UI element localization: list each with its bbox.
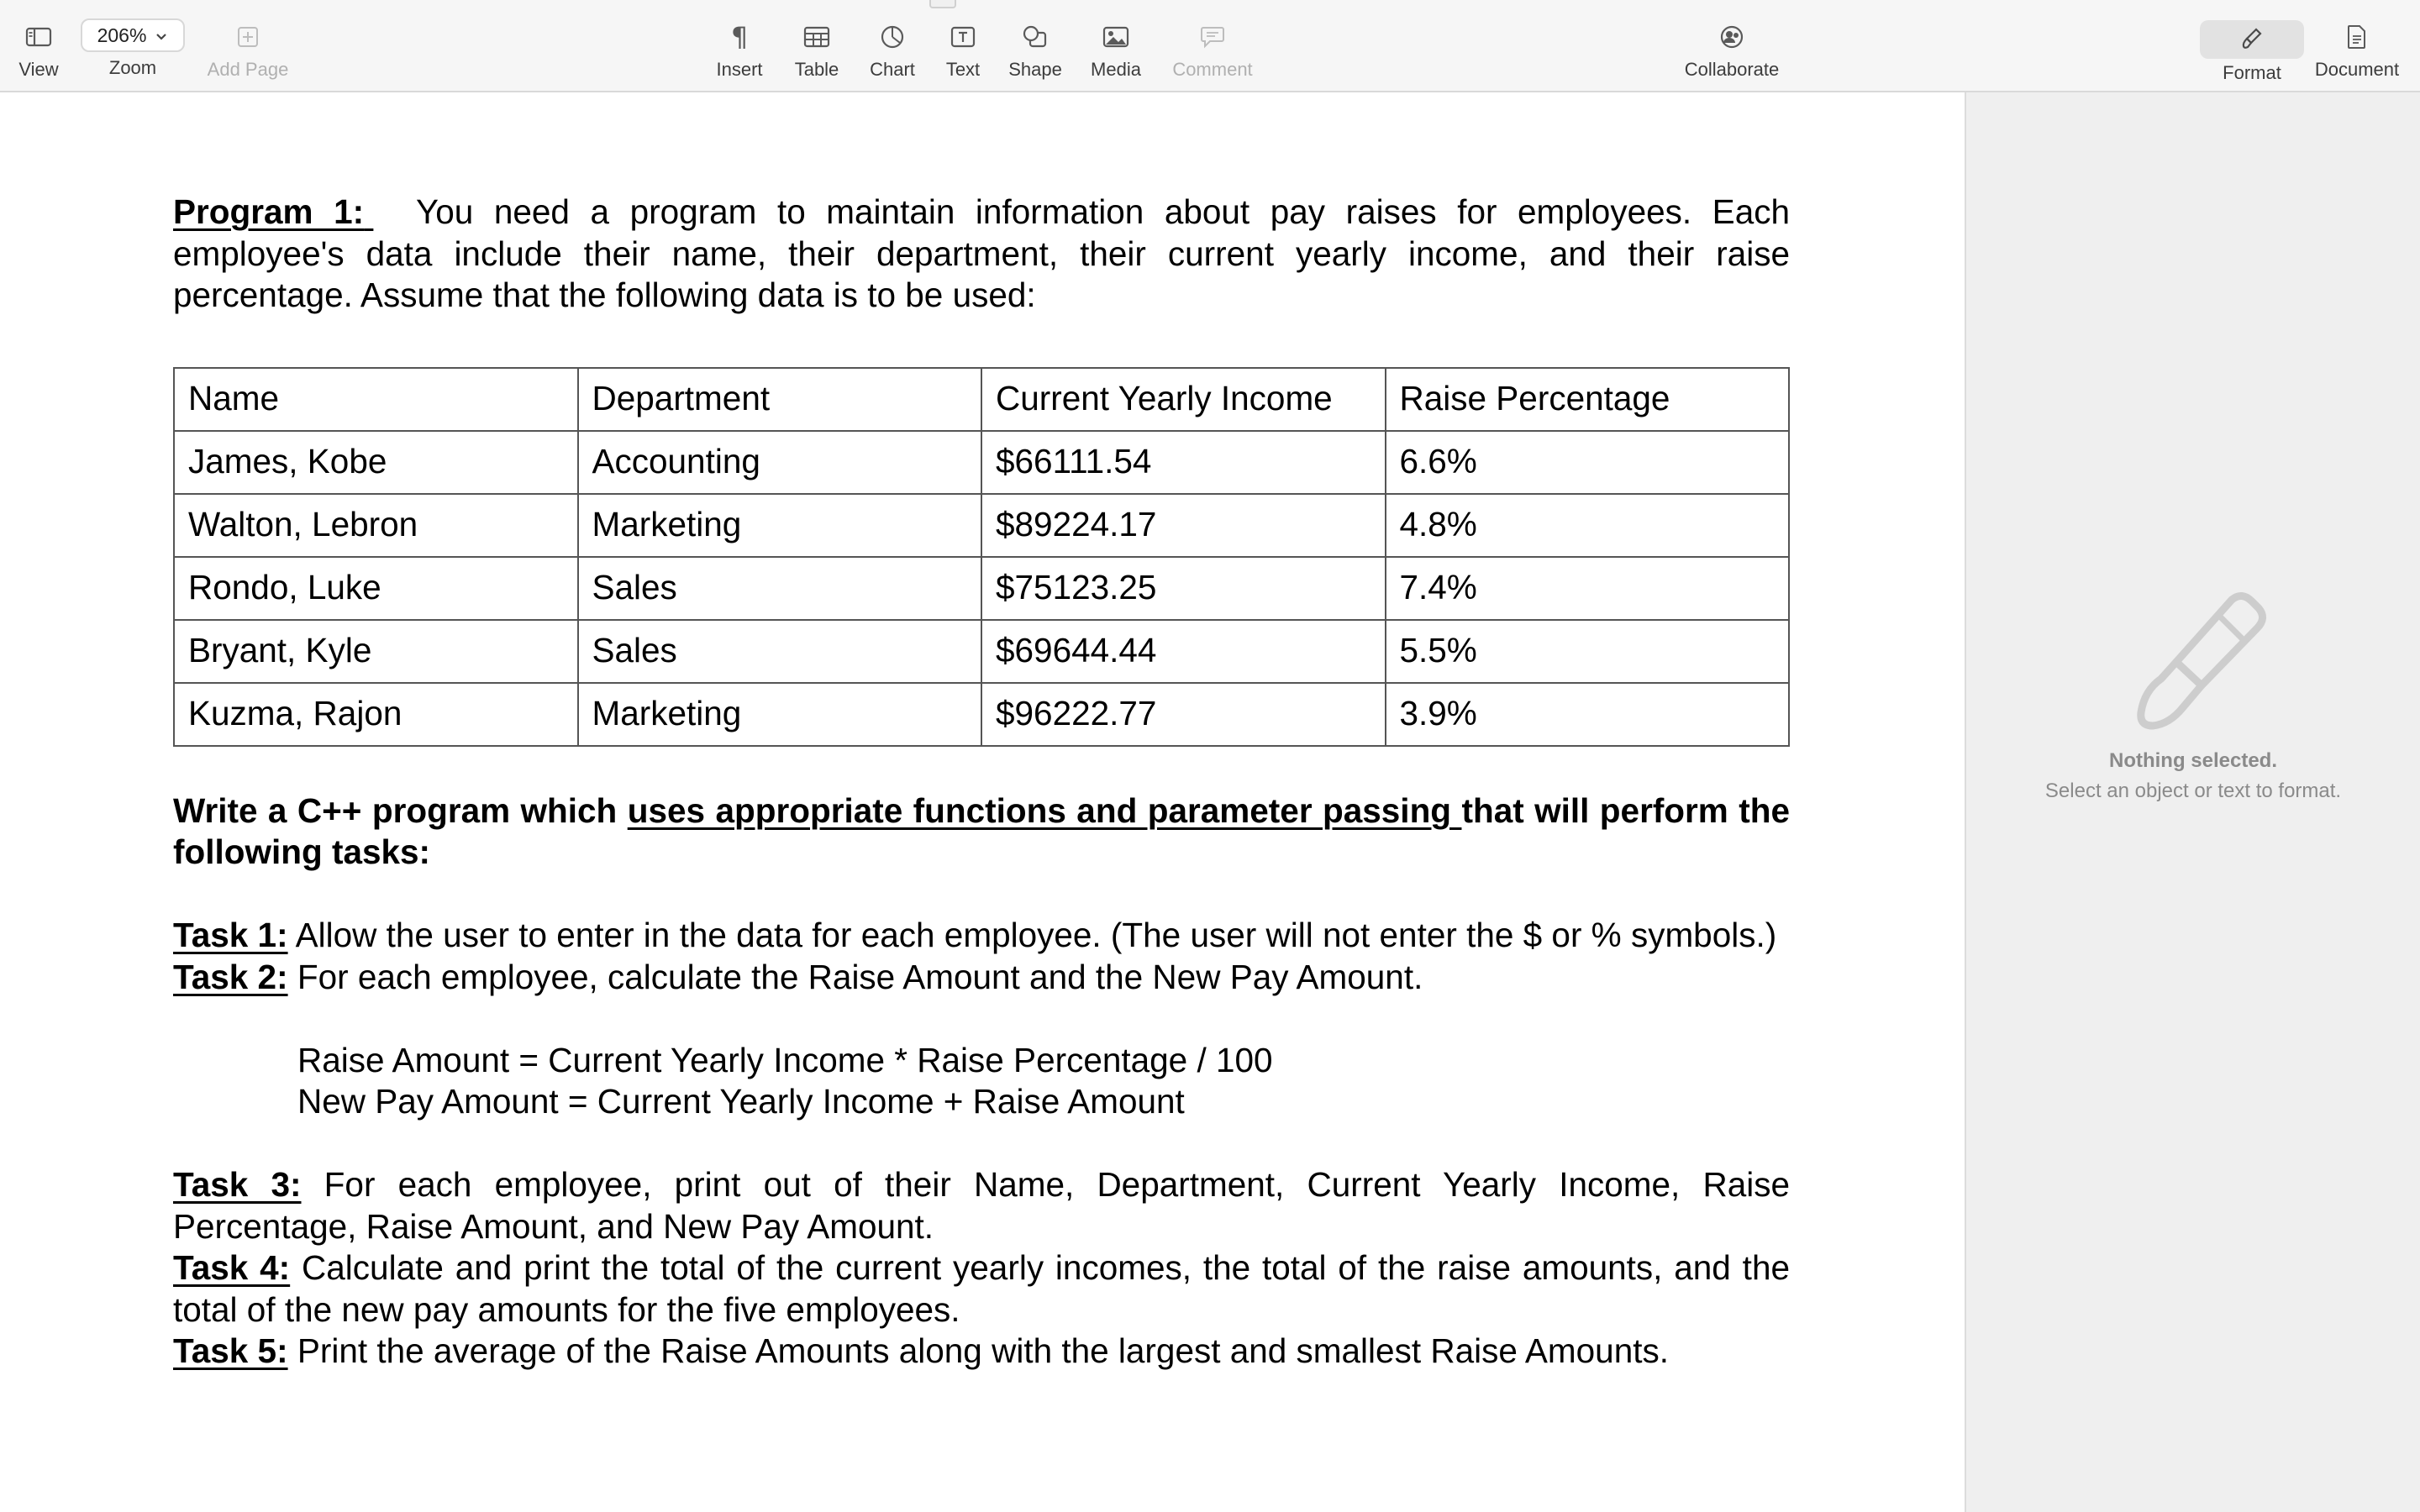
table-cell[interactable]: Marketing — [578, 494, 982, 557]
blank-line — [173, 1123, 1790, 1165]
collaborate-label: Collaborate — [1684, 59, 1780, 80]
task-1[interactable] — [173, 915, 1790, 957]
shape-label: Shape — [1008, 59, 1062, 80]
task-1-text: Allow the user to enter in the data for each employee. (The user will not enter the $ or % symbols.) — [287, 916, 1777, 954]
zoom-select[interactable] — [81, 18, 185, 52]
table-cell[interactable]: $96222.77 — [981, 683, 1386, 746]
instructions-post: that will perform the following tasks: — [173, 790, 1790, 871]
table-cell[interactable]: 5.5% — [1386, 620, 1790, 683]
insert-label: Insert — [716, 59, 763, 80]
media-button[interactable] — [1082, 15, 1150, 81]
nothing-selected-title: Nothing selected. — [2108, 749, 2278, 772]
employee-table[interactable] — [173, 367, 1790, 747]
blank-line — [173, 998, 1790, 1040]
shape-icon — [1022, 15, 1049, 59]
zoom-label: Zoom — [108, 57, 157, 78]
comment-button[interactable] — [1166, 15, 1259, 81]
task-3-text: For each employee, print out of their Name, Department, Current Yearly Income, Raise Percentage, Raise Amount, and New Pay Amount. — [173, 1165, 1790, 1246]
shape-button[interactable] — [1002, 15, 1069, 81]
program-label: Program 1: — [173, 192, 365, 231]
pilcrow-icon: ¶ — [730, 21, 749, 53]
add-page-icon — [236, 15, 260, 59]
collaborate-icon — [1718, 15, 1746, 59]
document-button[interactable] — [2311, 15, 2403, 81]
zoom-value: 206% — [97, 24, 147, 46]
view-label: View — [18, 59, 59, 80]
table-cell[interactable]: Walton, Lebron — [174, 494, 578, 557]
zoom-control[interactable] — [81, 15, 185, 79]
table-header-row — [174, 368, 1789, 431]
chart-button[interactable] — [859, 15, 926, 81]
table-cell[interactable]: 7.4% — [1386, 557, 1790, 620]
table-cell[interactable]: Bryant, Kyle — [174, 620, 578, 683]
toolbar — [0, 0, 2420, 92]
table-cell[interactable]: $75123.25 — [981, 557, 1386, 620]
table-button[interactable] — [783, 15, 850, 81]
chevron-down-icon — [155, 24, 168, 47]
table-cell[interactable]: $66111.54 — [981, 431, 1386, 494]
task-2[interactable] — [173, 957, 1790, 999]
table-cell[interactable]: Rondo, Luke — [174, 557, 578, 620]
table-label: Table — [794, 59, 839, 80]
instructions-paragraph[interactable] — [173, 790, 1790, 874]
table-row — [174, 431, 1789, 494]
document-label: Document — [2314, 59, 2400, 80]
table-header-cell[interactable]: Department — [578, 368, 982, 431]
table-header-cell[interactable]: Raise Percentage — [1386, 368, 1790, 431]
table-cell[interactable]: 3.9% — [1386, 683, 1790, 746]
nothing-selected-subtitle: Select an object or text to format. — [2044, 780, 2342, 802]
task-2-text: For each employee, calculate the Raise Amount and the New Pay Amount. — [287, 957, 1423, 996]
table-cell[interactable]: James, Kobe — [174, 431, 578, 494]
insert-button[interactable] — [706, 15, 773, 81]
task-1-label: Task 1: — [173, 916, 288, 954]
instructions-underlined: uses appropriate functions and parameter passing — [627, 790, 1462, 830]
text-label: Text — [945, 59, 981, 80]
document-page[interactable] — [173, 192, 1790, 1373]
intro-paragraph[interactable] — [173, 192, 1790, 317]
table-icon — [803, 15, 830, 59]
paintbrush-icon — [2239, 25, 2265, 55]
formula-new-pay[interactable]: New Pay Amount = Current Yearly Income + Raise Amount — [297, 1082, 1185, 1121]
task-5[interactable] — [173, 1331, 1790, 1373]
text-box-icon — [950, 15, 976, 59]
table-header-cell[interactable]: Name — [174, 368, 578, 431]
table-row — [174, 494, 1789, 557]
task-2-label: Task 2: — [173, 957, 288, 996]
task-4-text: Calculate and print the total of the current yearly incomes, the total of the raise amounts, and the total of the new pay amounts for the five employees. — [173, 1248, 1790, 1329]
task-5-text: Print the average of the Raise Amounts along with the largest and smallest Raise Amounts. — [287, 1331, 1669, 1370]
task-3-label: Task 3: — [173, 1165, 302, 1204]
view-button[interactable] — [13, 15, 64, 81]
media-label: Media — [1091, 59, 1141, 80]
add-page-button[interactable] — [202, 15, 294, 81]
window-drag-handle[interactable] — [929, 0, 956, 8]
task-4[interactable] — [173, 1247, 1790, 1331]
table-cell[interactable]: Sales — [578, 557, 982, 620]
task-5-label: Task 5: — [173, 1331, 288, 1370]
format-button[interactable] — [2200, 18, 2304, 84]
task-4-label: Task 4: — [173, 1248, 291, 1287]
table-cell[interactable]: Sales — [578, 620, 982, 683]
formula-raise-amount[interactable]: Raise Amount = Current Yearly Income * Raise Percentage / 100 — [297, 1040, 1273, 1079]
program-label-underline-gap — [364, 192, 396, 234]
photo-icon — [1102, 15, 1129, 59]
comment-icon — [1200, 15, 1225, 59]
table-cell[interactable]: Marketing — [578, 683, 982, 746]
chart-label: Chart — [870, 59, 915, 80]
table-cell[interactable]: $89224.17 — [981, 494, 1386, 557]
sidebar-view-icon — [25, 15, 52, 59]
text-button[interactable] — [929, 15, 997, 81]
intro-text: You need a program to maintain information about pay raises for employees. Each employee's data include their name, their department, their current yearly income, and their raise percentage. Assume that the following data is to be used: — [173, 192, 1790, 314]
table-cell[interactable]: Accounting — [578, 431, 982, 494]
collaborate-button[interactable] — [1677, 15, 1786, 81]
table-header-cell[interactable]: Current Yearly Income — [981, 368, 1386, 431]
instructions-pre: Write a C++ program which — [173, 790, 628, 830]
table-row — [174, 557, 1789, 620]
table-cell[interactable]: 6.6% — [1386, 431, 1790, 494]
table-cell[interactable]: 4.8% — [1386, 494, 1790, 557]
add-page-label: Add Page — [207, 59, 289, 80]
table-cell[interactable]: $69644.44 — [981, 620, 1386, 683]
format-label: Format — [2223, 62, 2281, 83]
comment-label: Comment — [1172, 59, 1253, 80]
document-icon — [2346, 15, 2368, 59]
format-button-highlight — [2200, 20, 2304, 59]
pie-chart-icon — [880, 15, 905, 59]
paintbrush-icon — [2124, 581, 2275, 741]
document-canvas[interactable] — [0, 92, 1965, 1512]
task-3[interactable] — [173, 1164, 1790, 1247]
table-cell[interactable]: Kuzma, Rajon — [174, 683, 578, 746]
format-sidebar — [1965, 92, 2420, 1512]
table-row — [174, 683, 1789, 746]
table-row — [174, 620, 1789, 683]
blank-line — [173, 874, 1790, 916]
